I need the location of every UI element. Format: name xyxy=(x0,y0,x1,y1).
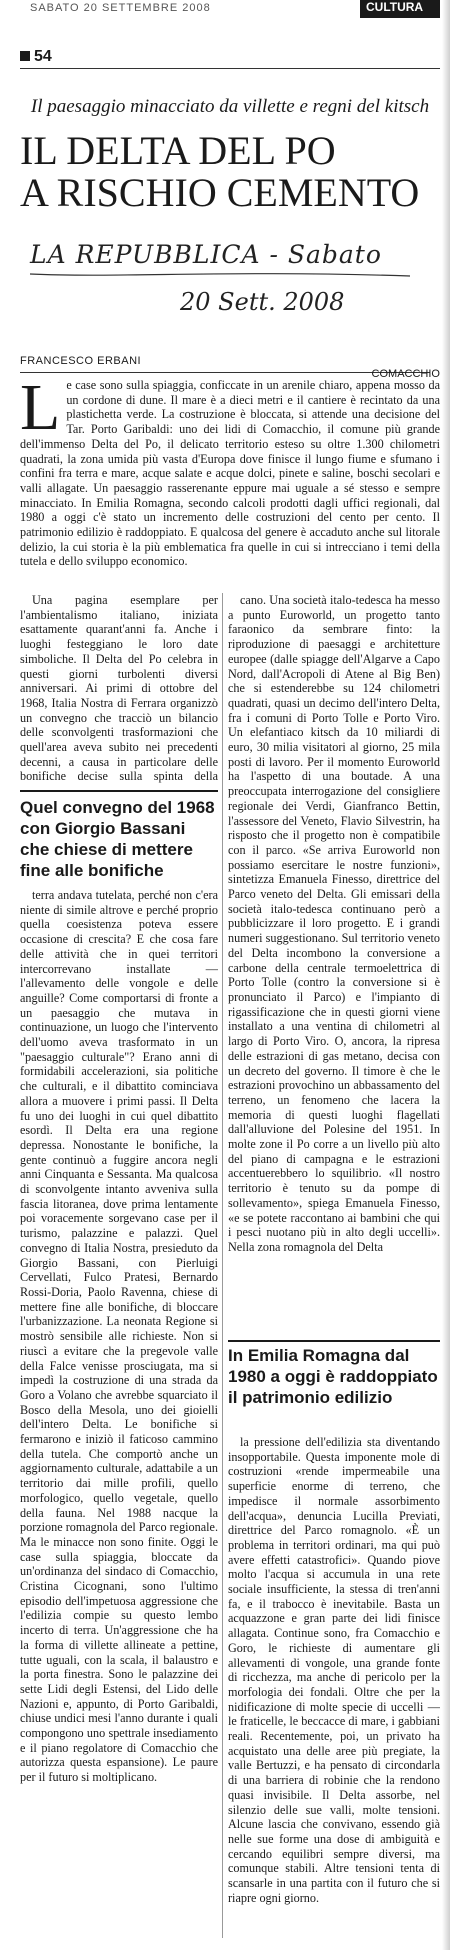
page-number: 54 xyxy=(20,48,52,66)
byline: FRANCESCO ERBANI xyxy=(20,355,142,367)
left-column-2 xyxy=(20,888,218,1940)
lead-paragraph: e case sono sulla spiaggia, conficcate in un arenile chiaro, appena mosso da un cordone di dune. Il mare è a dieci metri e il cantiere è recintato da una plastichetta verde. La costruzione è bloccata, si attende una decisione del Tar. Porto Garibaldi: uno dei lidi di Comacchio, il comune più grande dell'immenso Delta del Po, il delicato territorio esteso su oltre 1.300 chilometri quadrati, la zona umida più vasta d'Europa dove finisce il lungo fiume e sfumano i confini fra terra e mare, acque salate e acque dolci, pinete e saline, boschi secolari e valli allagate. Un paesaggio rasserenante eppure mai uguale a sé stesso e sempre minacciato. In Emilia Romagna, secondo calcoli prodotti dagli uffici regionali, dal 1980 a oggi c'è stato un incremento delle costruzioni del cento per cento. Il patrimonio edilizio è raddoppiato. E qualcosa del genere è accaduto anche sul litorale delizio, la cui storia è la più emblematica fra quelle in cui si intrecciano i temi della tutela e dello sviluppo economico. xyxy=(20,378,440,569)
subheadline: Il paesaggio minacciato da villette e regni del kitsch xyxy=(30,96,430,117)
page-header xyxy=(30,0,440,20)
dateline: COMACCHIO xyxy=(371,368,440,380)
left-column-text-1: Una pagina esemplare per l'ambientalismo italiano, iniziata esattamente quarant'anni fa. Anche i luoghi festeggiano le loro date simboliche. Il Delta del Po celebra in questi giorni turbolenti diversi anniversari. Ai primi di ottobre del 1968, Italia Nostra di Ferrara organizzò un convegno che tracciò un bilancio delle sconvolgenti trasformazioni che quell'area aveva subito nei precedenti decenni, a causa in particolare delle bonifiche decise sulla spinta della xyxy=(20,593,218,783)
left-column-1 xyxy=(20,593,218,783)
handwritten-date: 20 Sett. 2008 xyxy=(180,288,345,316)
right-column-text-2: la pressione dell'edilizia sta diventando insopportabile. Questa imponente mole di costruzioni «rende impermeabile una superficie enorme di terreno, che impedisce il normale assorbimento dell'acqua», denuncia Lucilla Previati, direttrice del Parco romagnolo. «È un problema in territori ordinari, ma qui può avere effetti catastrofici». Quando piove molto l'acqua si accumula in una rete sociale insufficiente, la stessa di tren'anni fa, e il trabocco è inevitabile. Basta un acquazzone e gran parte dei lidi finisce allagata. Continue sono, fra Comacchio e Goro, le richieste di aumentare gli allevamenti di vongole, una grande fonte di ricchezza, ma anche di pericolo per la morfologia dei fondali. Oltre che per la nidificazione di molte specie di uccelli — le fraticelle, le beccacce di mare, i gabbiani reali. Recentemente, poi, un privato ha acquistato una delle aree più pregiate, la valle Bertuzzi, e ha pensato di circondarla di una barriera di robinie che la rendono quasi invisibile. Il Delta assorbe, nel silenzio delle sue valli, molte tensioni. Alcune lascia che convivano, essendo già nelle sue forme una dose di ambiguità e cercando equilibri sempre diversi, ma comunque stabili. Altre tensioni tenta di scansarle in una partita con il futuro che si riapre ogni giorno. xyxy=(228,1435,440,1905)
article-lead xyxy=(20,378,440,593)
right-column-text-1: cano. Una società italo-tedesca ha messo a punto Euroworld, un progetto tanto faraonico da sembrare finto: la riproduzione di paesaggi e architetture europee (dalle spiagge dell'Algarve a Capo Nord, dall'Acropoli di Atene al Big Ben) che si estenderebbe su 124 chilometri quadrati, quasi un decimo dell'intero Delta, fra i comuni di Porto Tolle e Porto Viro. Un elefantiaco kitsch da 10 miliardi di euro, 30 milia visitatori al giorno, 25 mila posti di lavoro. Per il momento Euroworld ha l'aspetto di una boutade. A una preoccupata interrogazione del consigliere regionale dei Verdi, Gianfranco Bettin, l'assessore del Veneto, Flavio Silvestrin, ha risposto che il progetto non è compatibile con il parco. «Se arriva Euroworld non possiamo esercitare le nostre funzioni», sintetizza Emanuela Finesso, direttrice del Parco veneto del Delta. Gli emissari della società italo-tedesca continuano però a pubblicizzare il loro progetto. E i grandi numeri suggestionano. Sul territorio veneto del Delta incombono la conversione a carbone della centrale termoelettrica di Porto Tolle (contro la conversione si è pronunciato il Parco) e l'impianto di rigassificazione che in questi giorni viene installato a una ventina di chilometri al largo di Porto Viro. O, ancora, la ripresa delle estrazioni di gas metano, decisa con un decreto del governo. Il timore è che le estrazioni provochino un abbassamento del terreno, un fenomeno che lacera la memoria di questi luoghi flagellati dall'alluvione del Polesine del 1951. In molte zone il Po corre a un livello più alto del piano di campagna e le estrazioni accentuerebbero lo squilibrio. «Il nostro territorio è tenuto su da pompe di sollevamento», spiega Emanuela Finesso, «e se potete raccontano ai bambini che qui i pesci nuotano più in alto degli uccelli». Nella zona romagnola del Delta xyxy=(228,593,440,1254)
headline-line-1: IL DELTA DEL PO xyxy=(20,128,336,173)
header-rule xyxy=(20,68,440,69)
byline-rule xyxy=(20,372,430,373)
pullquote-2-rule xyxy=(228,1340,440,1342)
right-column-2 xyxy=(228,1435,440,1940)
headline xyxy=(20,130,440,214)
pullquote-2: In Emilia Romagna dal 1980 a oggi è raddoppiato il patrimonio edilizio xyxy=(228,1346,438,1407)
left-column-text-2: terra andava tutelata, perché non c'era niente di simile altrove e perché proprio quella coesistenza poteva essere occasione di crescita? E che cosa fare delle attività che in quei territori intercorrevano installate — l'allevamento delle vongole e delle anguille? Come comportarsi di fronte a un paesaggio che mutava in continuazione, un luogo che l'intervento dell'uomo aveva trasformato in un "paesaggio culturale"? Erano anni di formidabili accelerazioni, sia politiche che culturali, e il dibattito cominciava allora a muovere i primi passi. Il Delta fu uno dei luoghi in cui quel dibattito esordì. Il Delta era una regione depressa. Nonostante le bonifiche, la gente continuò a fuggire ancora negli anni Cinquanta e Sessanta. Ma qualcosa di sconvolgente intanto avveniva sulla fascia litoranea, dove prima lentamente poi voracemente sorgevano case per il turismo, palazzine e palazzi. Quel convegno di Italia Nostra, presieduto da Giorgio Bassani, con Pierluigi Cervellati, Fulco Pratesi, Bernardo Rossi-Doria, Paolo Ravenna, chiese di mettere fine alle bonifiche, di bloccare l'urbanizzazione. La neonata Regione si mostrò sensibile alle richieste. Non si riuscì a evitare che la pregevole valle della Falce venisse prosciugata, ma si impedì la costruzione di una strada da Goro a Volano che avrebbe squarciato il Bosco della Mesola, uno dei gioielli dell'intero Delta. Le bonifiche si fermarono e iniziò il faticoso cammino della tutela. Che comportò anche un aggiornamento culturale, adattabile a un territorio dai mille profili, quello morfologico, quello vegetale, quello della fauna. Nel 1988 nacque la porzione romagnola del Parco regionale. Ma le minacce non sono finite. Oggi le case sulla spiaggia, bloccate da un'ordinanza del sindaco di Comacchio, Cristina Cicognani, sono l'ultimo episodio dell'impetuosa aggressione che l'edilizia compie su questo lembo incerto di terra. Un'aggressione che ha la forma di villette allineate a pettine, tutte uguali, con la scala, il balaustro e la porta finestra. Sono le palazzine dei sette Lidi degli Estensi, del Lido delle Nazioni e, appunto, di Porto Garibaldi, chiuse undici mesi l'anno durante i quali compongono uno spettrale insediamento e il piano regolatore di Comacchio che autorizza questa espansione). Le paure per il futuro si moltiplicano. xyxy=(20,888,218,1785)
drop-cap: L xyxy=(20,378,61,444)
handwritten-annotation xyxy=(30,240,440,340)
section-tab: CULTURA xyxy=(360,0,440,18)
pullquote-1-rule xyxy=(20,790,218,792)
handwritten-source: LA REPUBBLICA - Sabato xyxy=(30,240,382,269)
pullquote-1: Quel convegno del 1968 con Giorgio Bassani che chiese di mettere fine alle bonifiche xyxy=(20,798,215,880)
right-column-1 xyxy=(228,593,440,1338)
scan-edge-shadow xyxy=(442,0,450,1950)
headline-line-2: A RISCHIO CEMENTO xyxy=(20,170,420,215)
column-divider xyxy=(222,593,223,1938)
issue-date: SABATO 20 SETTEMBRE 2008 xyxy=(30,2,211,14)
